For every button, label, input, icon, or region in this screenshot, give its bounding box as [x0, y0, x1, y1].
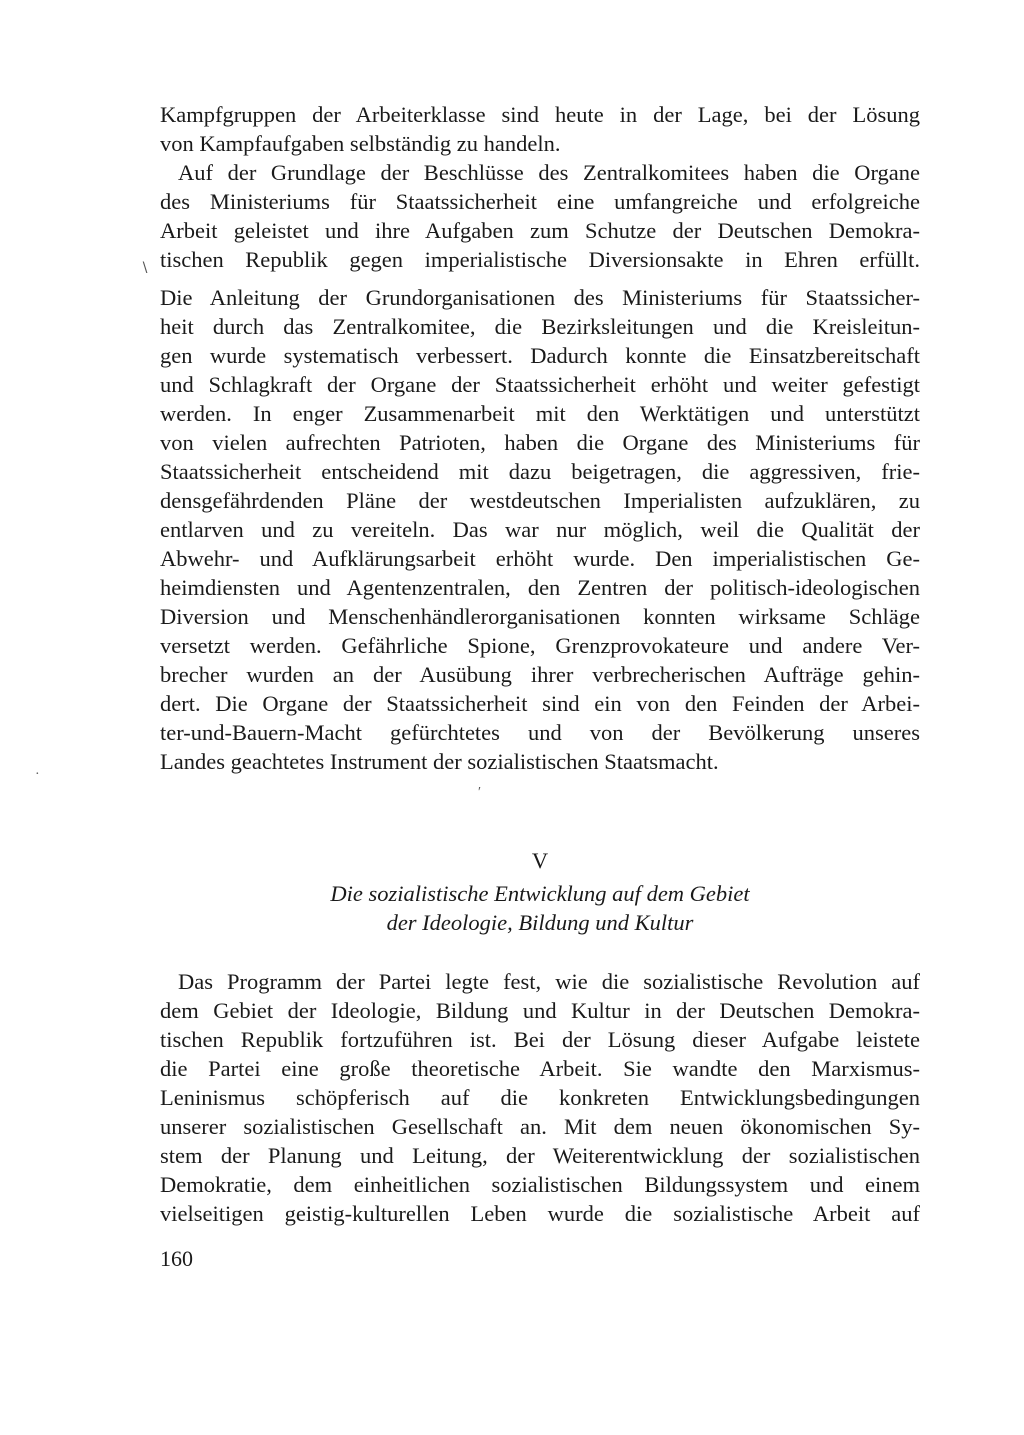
text-line: stem der Planung und Leitung, der Weiterentwicklung der sozialistischen	[160, 1143, 920, 1168]
text-line: gen wurde systematisch verbessert. Dadurch konnte die Einsatzbereitschaft	[160, 343, 920, 368]
chapter-title-line-2: der Ideologie, Bildung und Kultur	[386, 910, 694, 935]
text-line: von Kampfaufgaben selbständig zu handeln.	[160, 131, 561, 156]
scan-speck: ∖	[140, 261, 149, 276]
chapter-title-line-1: Die sozialistische Entwicklung auf dem Gebiet	[330, 881, 750, 906]
text-line: densgefährdenden Pläne der westdeutschen Imperialisten aufzuklären, zu	[160, 488, 920, 513]
text-line: dert. Die Organe der Staatssicherheit sind ein von den Feinden der Arbei-	[160, 691, 920, 716]
text-line: Kampfgruppen der Arbeiterklasse sind heute in der Lage, bei der Lösung	[160, 102, 920, 127]
text-line: von vielen aufrechten Patrioten, haben die Organe des Ministeriums für	[160, 430, 920, 455]
text-line: vielseitigen geistig-kulturellen Leben wurde die sozialistische Arbeit auf	[160, 1201, 920, 1226]
text-line: unserer sozialistischen Gesellschaft an. Mit dem neuen ökonomischen Sy-	[160, 1114, 920, 1139]
page-number: 160	[160, 1246, 193, 1271]
text-line: Arbeit geleistet und ihre Aufgaben zum Schutze der Deutschen Demokra-	[160, 218, 920, 243]
text-line: Staatssicherheit entscheidend mit dazu beigetragen, die aggressiven, frie-	[160, 459, 920, 484]
chapter-numeral: V	[531, 848, 549, 873]
text-line: Diversion und Menschenhändlerorganisationen konnten wirksame Schläge	[160, 604, 920, 629]
text-line: die Partei eine große theoretische Arbeit. Sie wandte den Marxismus-	[160, 1056, 920, 1081]
text-line: des Ministeriums für Staatssicherheit eine umfangreiche und erfolgreiche	[160, 189, 920, 214]
text-line: heimdiensten und Agentenzentralen, den Zentren der politisch-ideologischen	[160, 575, 920, 600]
text-line: und Schlagkraft der Organe der Staatssicherheit erhöht und weiter gefestigt	[160, 372, 920, 397]
text-line: heit durch das Zentralkomitee, die Bezirksleitungen und die Kreisleitun-	[160, 314, 920, 339]
text-line: versetzt werden. Gefährliche Spione, Grenzprovokateure und andere Ver-	[160, 633, 920, 658]
text-line: tischen Republik fortzuführen ist. Bei der Lösung dieser Aufgabe leistete	[160, 1027, 920, 1052]
text-line: dem Gebiet der Ideologie, Bildung und Kultur in der Deutschen Demokra-	[160, 998, 920, 1023]
text-line: entlarven und zu vereiteln. Das war nur möglich, weil die Qualität der	[160, 517, 920, 542]
scan-speck: ·	[35, 767, 40, 782]
scan-speck: ′	[478, 785, 482, 800]
text-line: werden. In enger Zusammenarbeit mit den Werktätigen und unterstützt	[160, 401, 920, 426]
text-line: Leninismus schöpferisch auf die konkreten Entwicklungsbedingungen	[160, 1085, 920, 1110]
text-line: brecher wurden an der Ausübung ihrer verbrecherischen Aufträge gehin-	[160, 662, 920, 687]
text-line: Demokratie, dem einheitlichen sozialistischen Bildungssystem und einem	[160, 1172, 920, 1197]
text-line: Landes geachtetes Instrument der sozialistischen Staatsmacht.	[160, 749, 719, 774]
text-line: Die Anleitung der Grundorganisationen des Ministeriums für Staatssicher-	[160, 285, 920, 310]
text-line: Abwehr- und Aufklärungsarbeit erhöht wurde. Den imperialistischen Ge-	[160, 546, 920, 571]
text-line: Auf der Grundlage der Beschlüsse des Zentralkomitees haben die Organe	[178, 160, 920, 185]
text-line: Das Programm der Partei legte fest, wie die sozialistische Revolution auf	[178, 969, 920, 994]
text-line: ter-und-Bauern-Macht gefürchtetes und von der Bevölkerung unseres	[160, 720, 920, 745]
text-line: tischen Republik gegen imperialistische Diversionsakte in Ehren erfüllt.	[160, 247, 920, 272]
